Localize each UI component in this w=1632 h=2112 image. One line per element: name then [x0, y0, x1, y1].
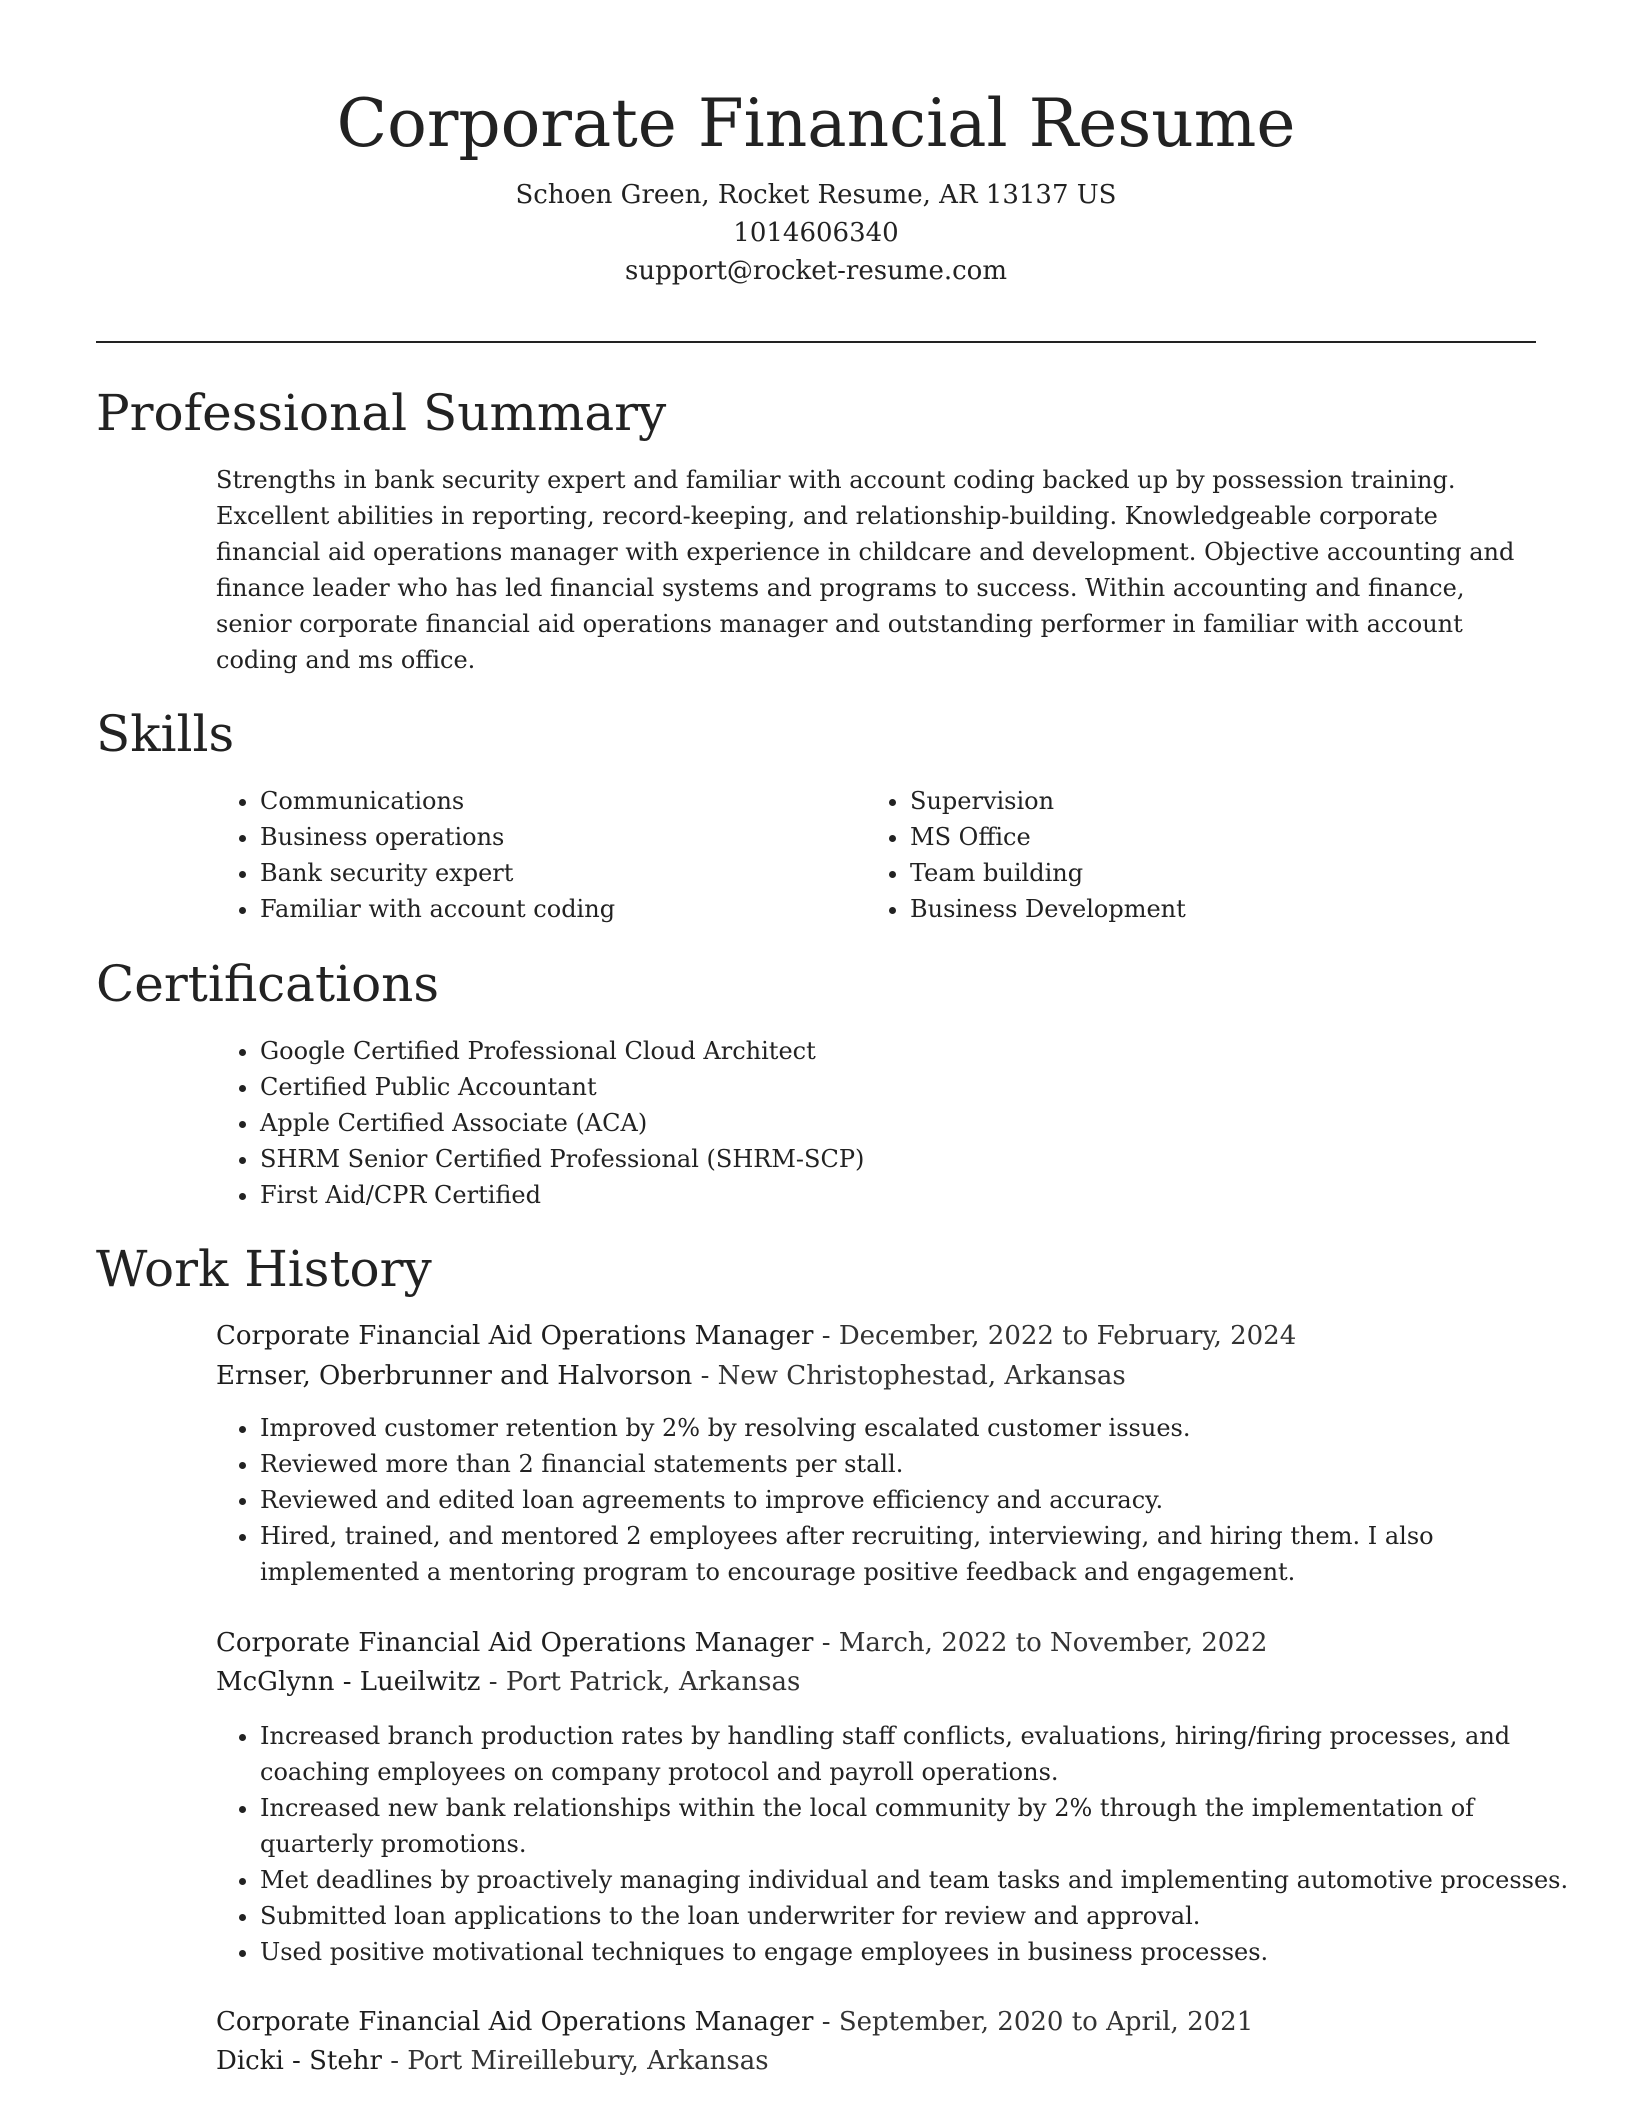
job-bullet: • Increased new bank relationships within the local community by 2% through the implementation of quarterly promotions. — [260, 1790, 1582, 1862]
job-title: Corporate Financial Aid Operations Manager — [216, 1628, 814, 1658]
separator: - — [813, 2007, 839, 2037]
skill-item: • MS Office — [910, 819, 1510, 855]
summary-text: Strengths in bank security expert and familiar with account coding backed up by possession training. Excellent abilities in reporting, record-keeping, and relationship-building. Knowledgeable corporate financial aid operations manager with experience in childcare and development. Objective accounting and finance leader who has led financial systems and programs to success. Within accounting and finance, senior corporate financial aid operations manager and outstanding performer in familiar with account coding and ms office. — [216, 466, 1515, 674]
job-bullets — [216, 1718, 1582, 1970]
separator: - — [381, 2046, 408, 2076]
job-company: Ernser, Oberbrunner and Halvorson — [216, 1361, 693, 1391]
job-title: Corporate Financial Aid Operations Manager — [216, 2007, 814, 2037]
work-history-heading: Work History — [96, 1240, 432, 1298]
skill-item: • Familiar with account coding — [260, 891, 860, 927]
skill-item: • Business operations — [260, 819, 860, 855]
contact-phone: 1014606340 — [733, 218, 899, 248]
skill-item: • Bank security expert — [260, 855, 860, 891]
job-bullet: • Reviewed more than 2 financial statements per stall. — [260, 1446, 1582, 1482]
resume-header — [96, 80, 1536, 290]
contact-address: Schoen Green, Rocket Resume, AR 13137 US — [515, 180, 1117, 210]
job-dates: September, 2020 to April, 2021 — [838, 2007, 1254, 2037]
job-title-line — [216, 1316, 1296, 1356]
job-bullets — [216, 1410, 1582, 1590]
certification-item: • Google Certified Professional Cloud Architect — [260, 1033, 1582, 1069]
job-bullet: • Reviewed and edited loan agreements to improve efficiency and accuracy. — [260, 1482, 1582, 1518]
separator: - — [813, 1628, 839, 1658]
job-title-line — [216, 1623, 1267, 1663]
header-divider — [96, 341, 1536, 343]
certifications-list — [216, 1033, 1582, 1213]
certifications-heading: Certifications — [96, 955, 440, 1013]
job-company: McGlynn - Lueilwitz — [216, 1667, 481, 1697]
job-company: Dicki - Stehr — [216, 2046, 382, 2076]
contact-block — [96, 176, 1536, 290]
job-title: Corporate Financial Aid Operations Manager — [216, 1321, 814, 1351]
job-company-line — [216, 2041, 769, 2081]
skill-item: • Business Development — [910, 891, 1510, 927]
skill-item: • Supervision — [910, 783, 1510, 819]
job-bullet: • Used positive motivational techniques to engage employees in business processes. — [260, 1934, 1582, 1970]
skills-list-right — [866, 783, 1510, 927]
skills-list-left — [216, 783, 860, 927]
job-bullet: • Improved customer retention by 2% by resolving escalated customer issues. — [260, 1410, 1582, 1446]
separator: - — [480, 1667, 506, 1697]
summary-heading: Professional Summary — [96, 384, 667, 442]
certification-item: • Apple Certified Associate (ACA) — [260, 1105, 1582, 1141]
separator: - — [692, 1361, 718, 1391]
skills-heading: Skills — [96, 705, 235, 763]
job-location: Port Mireillebury, Arkansas — [407, 2046, 769, 2076]
contact-email: support@rocket-resume.com — [624, 256, 1007, 286]
separator: - — [813, 1321, 839, 1351]
skill-item: • Communications — [260, 783, 860, 819]
job-bullet: • Submitted loan applications to the loan underwriter for review and approval. — [260, 1898, 1582, 1934]
job-dates: December, 2022 to February, 2024 — [838, 1321, 1297, 1351]
certification-item: • First Aid/CPR Certified — [260, 1177, 1582, 1213]
job-bullet: • Hired, trained, and mentored 2 employees after recruiting, interviewing, and hiring them. I also implemented a mentoring program to encourage positive feedback and engagement. — [260, 1518, 1582, 1590]
skill-item: • Team building — [910, 855, 1510, 891]
certification-item: • SHRM Senior Certified Professional (SHRM-SCP) — [260, 1141, 1582, 1177]
resume-name: Corporate Financial Resume — [336, 85, 1296, 162]
job-location: New Christophestad, Arkansas — [717, 1361, 1126, 1391]
job-title-line — [216, 2002, 1253, 2042]
job-bullet: • Increased branch production rates by handling staff conflicts, evaluations, hiring/firing processes, and coaching employees on company protocol and payroll operations. — [260, 1718, 1582, 1790]
job-company-line — [216, 1356, 1126, 1396]
certification-item: • Certified Public Accountant — [260, 1069, 1582, 1105]
job-bullet: • Met deadlines by proactively managing individual and team tasks and implementing automotive processes. — [260, 1862, 1582, 1898]
job-dates: March, 2022 to November, 2022 — [838, 1628, 1268, 1658]
job-location: Port Patrick, Arkansas — [505, 1667, 801, 1697]
job-company-line — [216, 1662, 800, 1702]
